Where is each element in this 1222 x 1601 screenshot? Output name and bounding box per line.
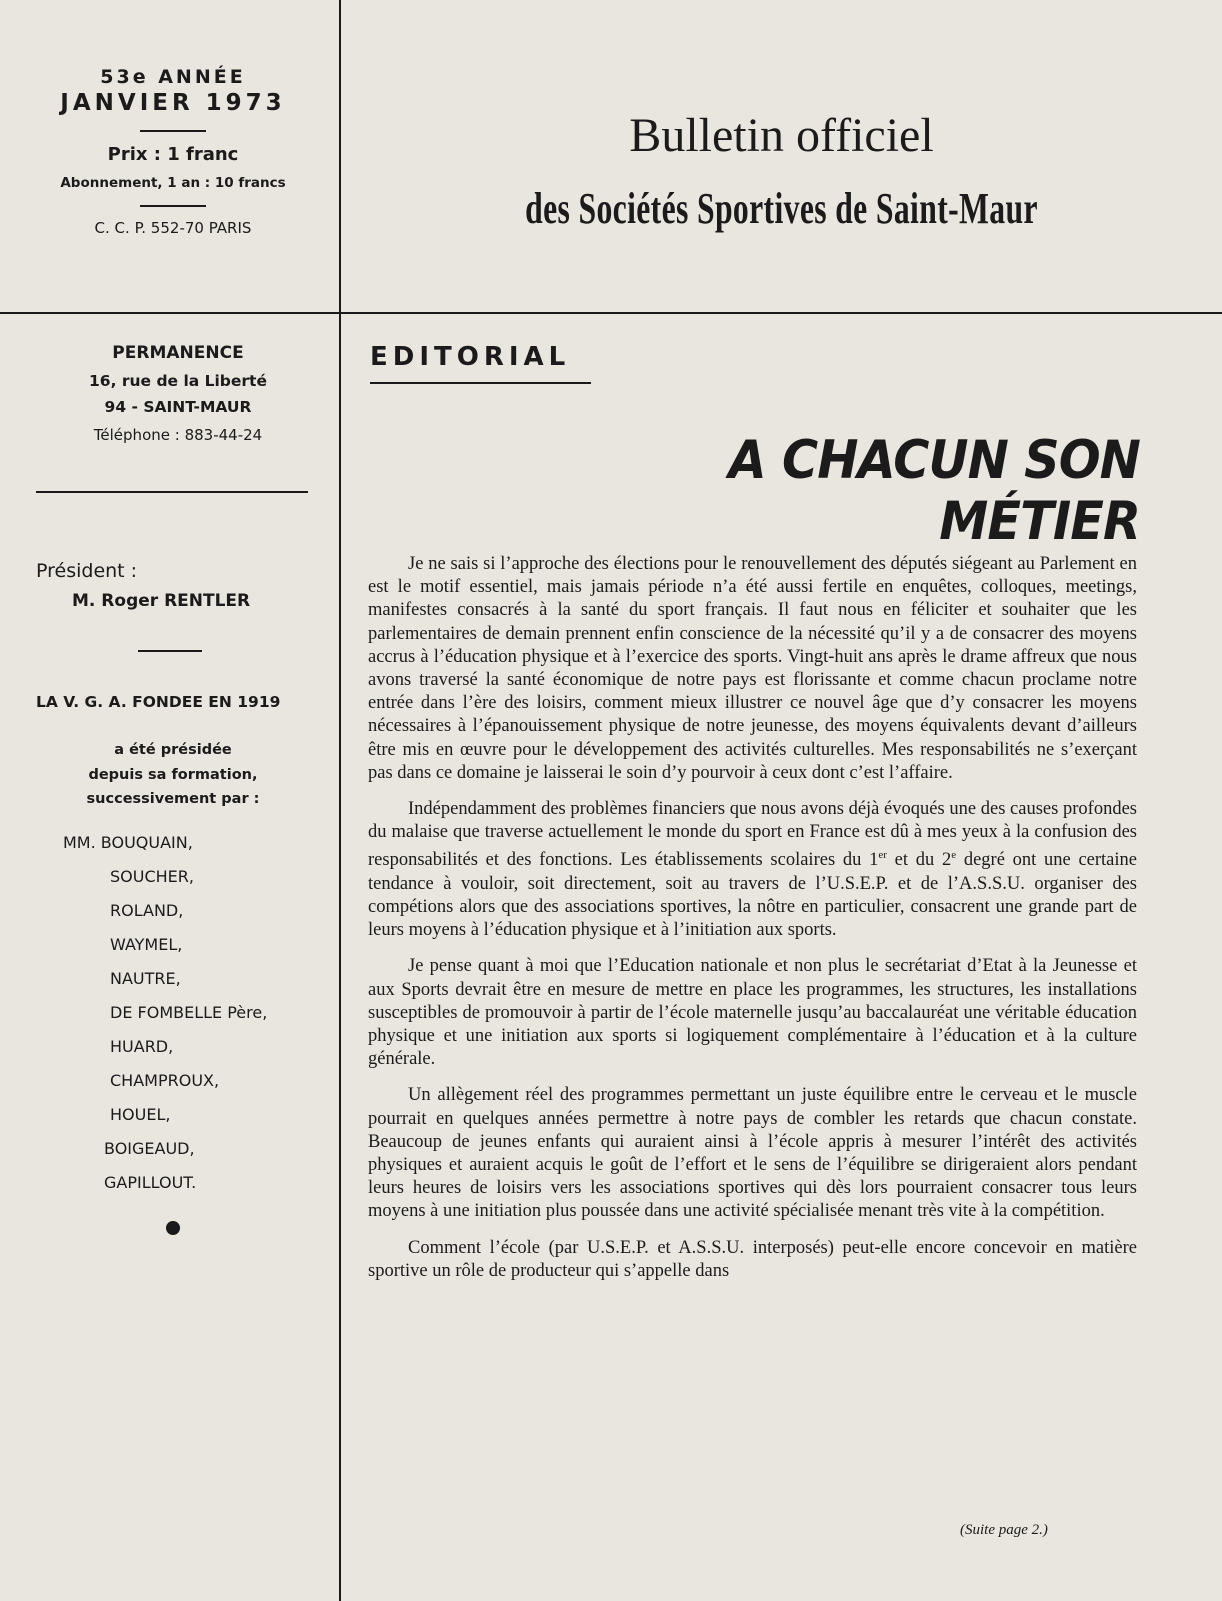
editorial-body [368,553,1137,1296]
list-item: HOUEL, [110,1105,171,1124]
list-item: CHAMPROUX, [110,1071,220,1090]
permanence-city: 94 - SAINT-MAUR [104,398,252,416]
masthead-info [20,66,326,237]
issue-date: JANVIER 1973 [60,90,286,116]
list-item: DE FOMBELLE Père, [110,1003,268,1022]
issue-year: 53e ANNÉE [100,66,246,88]
masthead-rule [140,205,206,207]
list-item: HUARD, [110,1037,174,1056]
bulletin-title: Bulletin officiel [629,109,934,162]
presided-line: depuis sa formation, [88,766,258,783]
editorial-headline: A CHACUN SON MÉTIER [728,430,1140,552]
postal-account: C. C. P. 552-70 PARIS [94,219,252,237]
list-item: NAUTRE, [110,969,181,988]
price: Prix : 1 franc [107,144,239,165]
list-item: BOIGEAUD, [104,1139,195,1158]
founded-note: LA V. G. A. FONDEE EN 1919 [36,693,281,711]
section-label: EDITORIAL [370,342,571,372]
list-item: WAYMEL, [110,935,183,954]
paragraph: Indépendamment des problèmes financiers que nous avons déjà évoqués une des causes profondes du malaise que traverse actuellement le monde du sport en France est dû à mes yeux à la confusion des responsabilités et des fonctions. Les établissements scolaires du 1er et du 2e degré ont une certaine tendance à vouloir, soit directement, soit au travers de l’U.S.E.P. et de l’A.S.S.U. organiser des compétions alors que des associations sportives, la nôtre en particulier, consacrent une grande part de leurs moyens à l’éducation physique et à l’initiation aux sports. [368,799,1137,941]
paragraph: Comment l’école (par U.S.E.P. et A.S.S.U. interposés) peut-elle encore concevoir en matière sportive un rôle de producteur qui s’appelle dans [368,1237,1137,1281]
masthead-rule [140,130,206,132]
paragraph: Je ne sais si l’approche des élections pour le renouvellement des députés siégeant au Parlement en est le motif essentiel, mais jamais période n’a été aussi fertile en enquêtes, colloques, meetings, manifestes consacrés à la santé du sport français. Il faut nous en féliciter et souhaiter que les parlementaires de demain prennent enfin conscience de la nécessité qu’il y a de consacrer des moyens accrus à l’éducation physique et à l’exercice des sports. Vingt-huit ans après le drame affreux que nous avons traversé la santé économique de notre pays est florissante et comme chacun proclame notre entrée dans l’ère des loisirs, comment mieux illustrer ce nouvel âge que d’y consacrer les moyens nécessaires à l’épanouissement physique de notre jeunesse, des moyens équivalents devant d’ailleurs être mis en œuvre pour le développement des activités culturelles. Mes responsabilités ne s’exerçant pas dans ce domaine je laisserai le soin d’y pourvoir à ceux dont c’est l’affaire. [368,554,1137,783]
president-label: Président : [36,560,138,582]
bullet-icon [166,1221,180,1235]
presided-line: successivement par : [86,791,260,807]
column-divider [339,0,341,1601]
section-rule [36,491,308,493]
permanence-block [30,340,326,448]
list-item: MM. BOUQUAIN, [63,833,193,852]
presided-line: a été présidée [114,742,232,758]
paragraph: Je pense quant à moi que l’Education nationale et non plus le secrétariat d’Etat à la Jeunesse et aux Sports devrait être en mesure de mettre en place les programmes, les structures, les installations susceptibles de promouvoir à partir de l’école maternelle jusqu’au baccalauréat une véritable éducation physique et une initiation aux sports si logiquement complémentaire à l’éducation et à la culture générale. [368,956,1137,1070]
presided-note [20,738,326,812]
section-rule [138,650,202,652]
paragraph: Un allègement réel des programmes permettant un juste équilibre entre le cerveau et le muscle pourrait en quelques années permettre à notre pays de combler les retards que chacun constate. Beaucoup de jeunes enfants qui auraient ainsi à l’école appris à mesurer l’intérêt des activités physiques et auraient acquis le goût de l’effort et le sens de l’équilibre se dirigeraient alors pendant leurs heures de loisirs vers les associations sportives qui dès lors pourraient consacrer tous leurs moyens à une initiation plus poussée dans une activité spécialisée menant très vite à la compétition. [368,1085,1137,1222]
permanence-phone: Téléphone : 883-44-24 [93,426,263,444]
permanence-title: PERMANENCE [112,343,244,363]
header-divider [0,312,1222,314]
president-name: M. Roger RENTLER [72,591,251,611]
list-item: GAPILLOUT. [104,1173,197,1192]
permanence-street: 16, rue de la Liberté [89,372,267,390]
list-item: ROLAND, [110,901,184,920]
continued-note: (Suite page 2.) [960,1522,1048,1538]
section-label-underline [370,382,591,384]
list-item: SOUCHER, [110,867,194,886]
bulletin-subtitle: des Sociétés Sportives de Saint-Maur [525,184,1038,233]
subscription-price: Abonnement, 1 an : 10 francs [60,175,286,191]
